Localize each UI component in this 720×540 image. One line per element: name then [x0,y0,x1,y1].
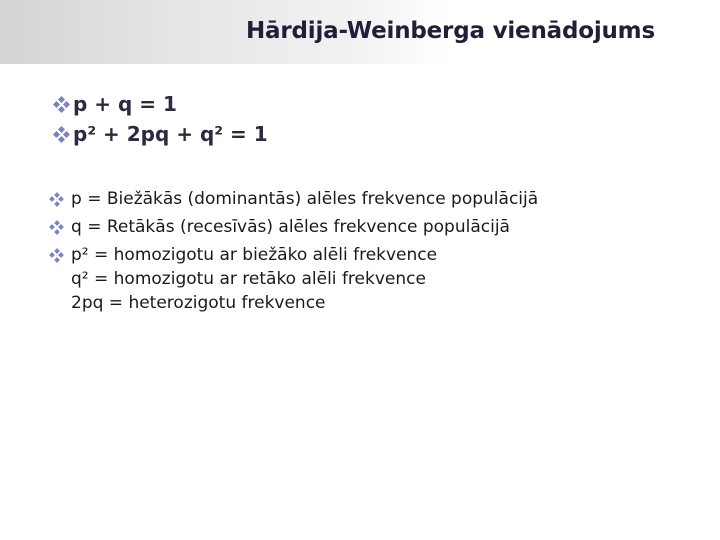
definition-item-3 [50,245,437,265]
equation-text: p + q = 1 [73,92,177,116]
bullet-diamond-icon [50,193,63,206]
definition-continuation-line: q² = homozigotu ar retāko alēli frekvence [71,269,426,289]
bullet-diamond-icon [50,249,63,262]
definition-text: q = Retākās (recesīvās) alēles frekvence populācijā [71,217,510,237]
bullet-diamond-icon [50,221,63,234]
definition-item-1 [50,189,538,209]
bullet-diamond-icon [54,127,69,142]
definition-text: p² = homozigotu ar biežāko alēli frekvence [71,245,438,265]
definition-text: p = Biežākās (dominantās) alēles frekvence populācijā [71,189,539,209]
definition-item-2 [50,217,510,237]
equation-item-2 [54,122,268,146]
equation-text: p² + 2pq + q² = 1 [73,122,268,146]
slide-title: Hārdija-Weinberga vienādojums [246,18,655,44]
equation-item-1 [54,92,177,116]
definition-continuation-line: 2pq = heterozigotu frekvence [71,293,326,313]
bullet-diamond-icon [54,97,69,112]
